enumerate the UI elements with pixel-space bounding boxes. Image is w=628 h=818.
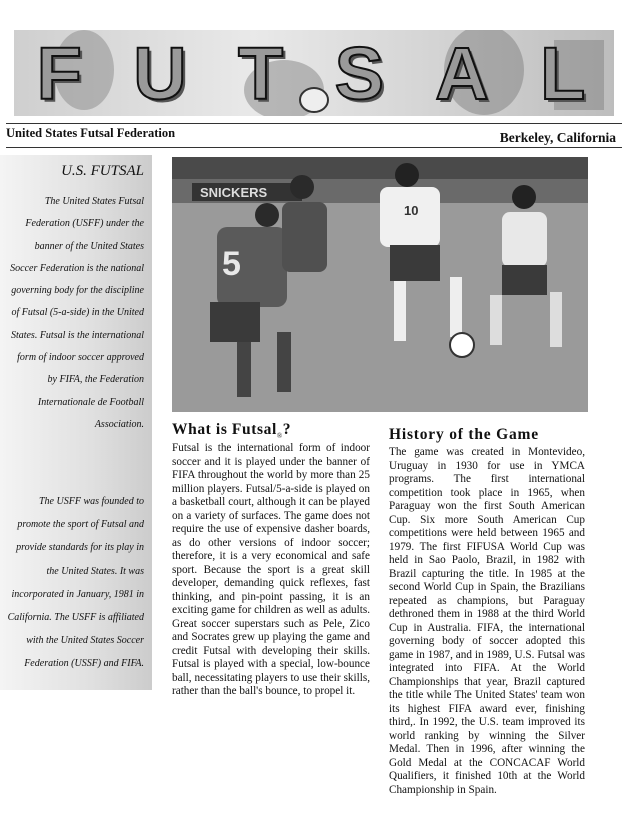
banner-letter: S	[334, 31, 390, 115]
header-rule-bottom	[6, 147, 622, 148]
heading-text: What is Futsal	[172, 421, 277, 438]
sidebar-paragraph: The United States Futsal Federation (USFF) under the banner of the United States Soccer Federation is the national governing body for the discipline of Futsal (5-a-side) in the United States. Futsal is the international form of indoor soccer approved by FIFA, the Federation Internationale de Football Association.	[10, 196, 144, 430]
banner-letter: L	[540, 31, 592, 115]
jersey-number: 10	[404, 203, 419, 218]
registered-mark: ®	[276, 432, 283, 441]
sidebar-paragraph: The USFF was founded to promote the sport of Futsal and provide standards for its play in the United States. It was incorporated in January, 1981 in California. The USFF is affiliated with the United States Soccer Federation (USSF) and FIFA.	[7, 496, 144, 670]
location: Berkeley, California	[499, 130, 616, 145]
sign-text: SNICKERS	[200, 185, 268, 200]
sidebar	[0, 155, 152, 690]
question-mark: ?	[282, 421, 292, 438]
banner-letter: U	[133, 31, 193, 115]
banner-letter: T	[238, 31, 290, 115]
jersey-number: 5	[222, 245, 241, 283]
banner-letter: A	[435, 31, 495, 115]
title-banner	[14, 30, 614, 116]
players-photo	[172, 157, 588, 412]
sidebar-title: U.S. FUTSAL	[61, 163, 144, 179]
history-body: The game was created in Montevideo, Uruguay in 1930 for use in YMCA programs. The first international competition took place in 1965, when Paraguay won the first South American Cup. Six more South American Cup competitions were held between 1965 and 1979. The first FIFUSA World Cup was held in Sao Paolo, Brazil, in 1982 with Brazil capturing the title. In 1985 at the second World Cup in Spain, the Brazilians repeated as champions, but Paraguay dethroned them in 1988 at the third World Cup in Australia. FIFA, the international governing body of soccer adopted this game in 1987, and in 1989, U.S. Futsal was integrated into FIFA. At the World Championships that year, Brazil captured the title while The United States' team won its highest FIFA award ever, finishing third,. In 1992, the U.S. team improved its world ranking by winning the Silver Medal. Then in 1996, after winning the Gold Medal at the CONCACAF World Qualifiers, it finished 10th at the World Championship in Spain.	[389, 446, 585, 796]
organization-name: United States Futsal Federation	[6, 126, 176, 140]
banner-title	[14, 30, 614, 116]
what-is-futsal-body: Futsal is the international form of indoor soccer and it is played under the banner of FIFA throughout the world by more than 25 million players. Futsal/5-a-side is played on a basketball court, although it can be played on a variety of surfaces. The game does not require the use of expensive dasher boards, as do other versions of indoor soccer; therefore, it is a very economical and safe sport. Because the sport is a great skill developer, demanding quick reflexes, fast thinking, and pin-point passing, it is an exciting game for children as well as adults. Great soccer superstars such as Pele, Zico and Socrates grew up playing the game and credit Futsal with developing their skills. Futsal is played with a special, low-bounce ball, necessitating players to use their skills, rather than the ball's bounce, to propel it.	[172, 442, 370, 697]
what-is-futsal-heading	[172, 421, 291, 440]
header-rule-top	[6, 123, 622, 124]
players-photo-illustration	[172, 157, 588, 412]
banner-letter: F	[36, 31, 88, 115]
history-heading: History of the Game	[389, 426, 539, 443]
